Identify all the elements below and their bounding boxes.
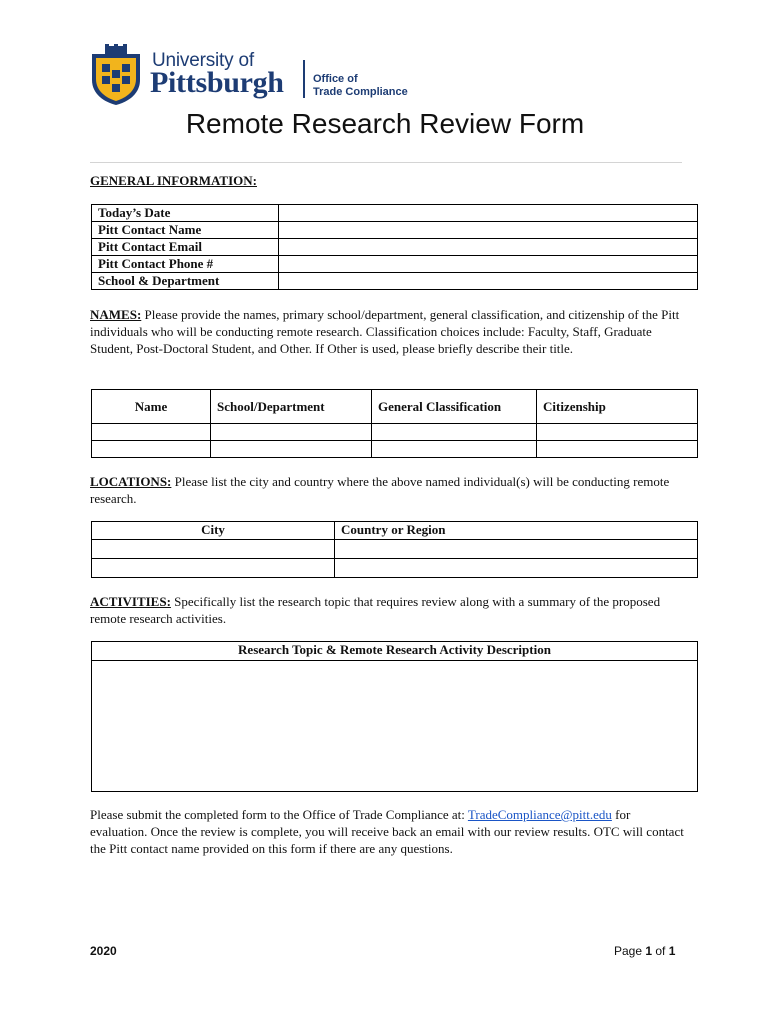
table-row (92, 441, 698, 458)
col-header-citizenship: Citizenship (537, 390, 698, 424)
citizenship-cell[interactable] (537, 424, 698, 441)
pitt-contact-name-field[interactable] (279, 222, 698, 239)
table-row (92, 661, 698, 792)
names-heading: NAMES: (90, 307, 142, 322)
field-label: Pitt Contact Email (92, 239, 279, 256)
table-row (92, 205, 698, 222)
field-label: Pitt Contact Name (92, 222, 279, 239)
page-title: Remote Research Review Form (185, 108, 585, 139)
table-row (92, 239, 698, 256)
research-description-cell[interactable] (92, 661, 698, 792)
activities-heading: ACTIVITIES: (90, 594, 171, 609)
university-shield-logo (90, 44, 142, 106)
field-label: Pitt Contact Phone # (92, 256, 279, 273)
logo-office-line2: Trade Compliance (313, 86, 408, 98)
field-label: Today’s Date (92, 205, 279, 222)
pitt-contact-email-field[interactable] (279, 239, 698, 256)
submit-instructions (90, 806, 690, 857)
logo-office-line1: Office of (313, 73, 358, 85)
table-header-row (92, 522, 698, 540)
col-header-city: City (92, 522, 335, 540)
city-cell[interactable] (92, 540, 335, 559)
col-header-school-department: School/Department (211, 390, 372, 424)
general-information-table (91, 204, 698, 290)
school-department-cell[interactable] (211, 424, 372, 441)
locations-instructions (90, 473, 690, 507)
names-instructions (90, 306, 690, 357)
footer-year: 2020 (90, 944, 117, 958)
table-row (92, 256, 698, 273)
submit-text-after: for evaluation. Once the review is complete, you will receive back an email with our review results. OTC will contact the Pitt contact name provided on this form if there are any questions. (90, 807, 684, 856)
citizenship-cell[interactable] (537, 441, 698, 458)
school-department-cell[interactable] (211, 441, 372, 458)
pitt-contact-phone-field[interactable] (279, 256, 698, 273)
logo-university-of: University of (152, 50, 254, 71)
table-row (92, 540, 698, 559)
names-table (91, 389, 698, 458)
col-header-country-region: Country or Region (335, 522, 698, 540)
country-region-cell[interactable] (335, 559, 698, 578)
logo-divider (303, 60, 305, 98)
general-classification-cell[interactable] (372, 441, 537, 458)
todays-date-field[interactable] (279, 205, 698, 222)
logo-university-name: Pittsburgh (150, 66, 284, 99)
page-current: 1 (645, 944, 653, 958)
names-text: Please provide the names, primary school/department, general classification, and citizenship of the Pitt individuals who will be conducting remote research. Classification choices include: Faculty, Staff, Graduate Student, Post-Doctoral Student, and Other. If Other is used, please briefly describe their title. (90, 307, 680, 356)
table-row (92, 424, 698, 441)
activities-table (91, 641, 698, 792)
locations-heading: LOCATIONS: (90, 474, 172, 489)
school-department-field[interactable] (279, 273, 698, 290)
col-header-research-topic: Research Topic & Remote Research Activity Description (92, 642, 698, 661)
table-header-row (92, 642, 698, 661)
city-cell[interactable] (92, 559, 335, 578)
field-label: School & Department (92, 273, 279, 290)
activities-text: Specifically list the research topic that requires review along with a summary of the proposed remote research activities. (90, 594, 661, 626)
of-word: of (652, 944, 669, 958)
table-row (92, 273, 698, 290)
col-header-general-classification: General Classification (372, 390, 537, 424)
country-region-cell[interactable] (335, 540, 698, 559)
footer-page-number (614, 944, 675, 958)
general-classification-cell[interactable] (372, 424, 537, 441)
submit-text-before: Please submit the completed form to the Office of Trade Compliance at: (90, 807, 468, 822)
page-word: Page (614, 944, 646, 958)
col-header-name: Name (92, 390, 211, 424)
trade-compliance-email-link[interactable]: TradeCompliance@pitt.edu (467, 807, 612, 822)
name-cell[interactable] (92, 424, 211, 441)
general-information-heading: GENERAL INFORMATION: (90, 173, 257, 188)
locations-text: Please list the city and country where the above named individual(s) will be conducting remote research. (90, 474, 670, 506)
name-cell[interactable] (92, 441, 211, 458)
table-row (92, 559, 698, 578)
activities-instructions (90, 593, 690, 627)
title-divider (90, 162, 682, 163)
page-total: 1 (668, 944, 676, 958)
table-header-row (92, 390, 698, 424)
locations-table (91, 521, 698, 578)
table-row (92, 222, 698, 239)
